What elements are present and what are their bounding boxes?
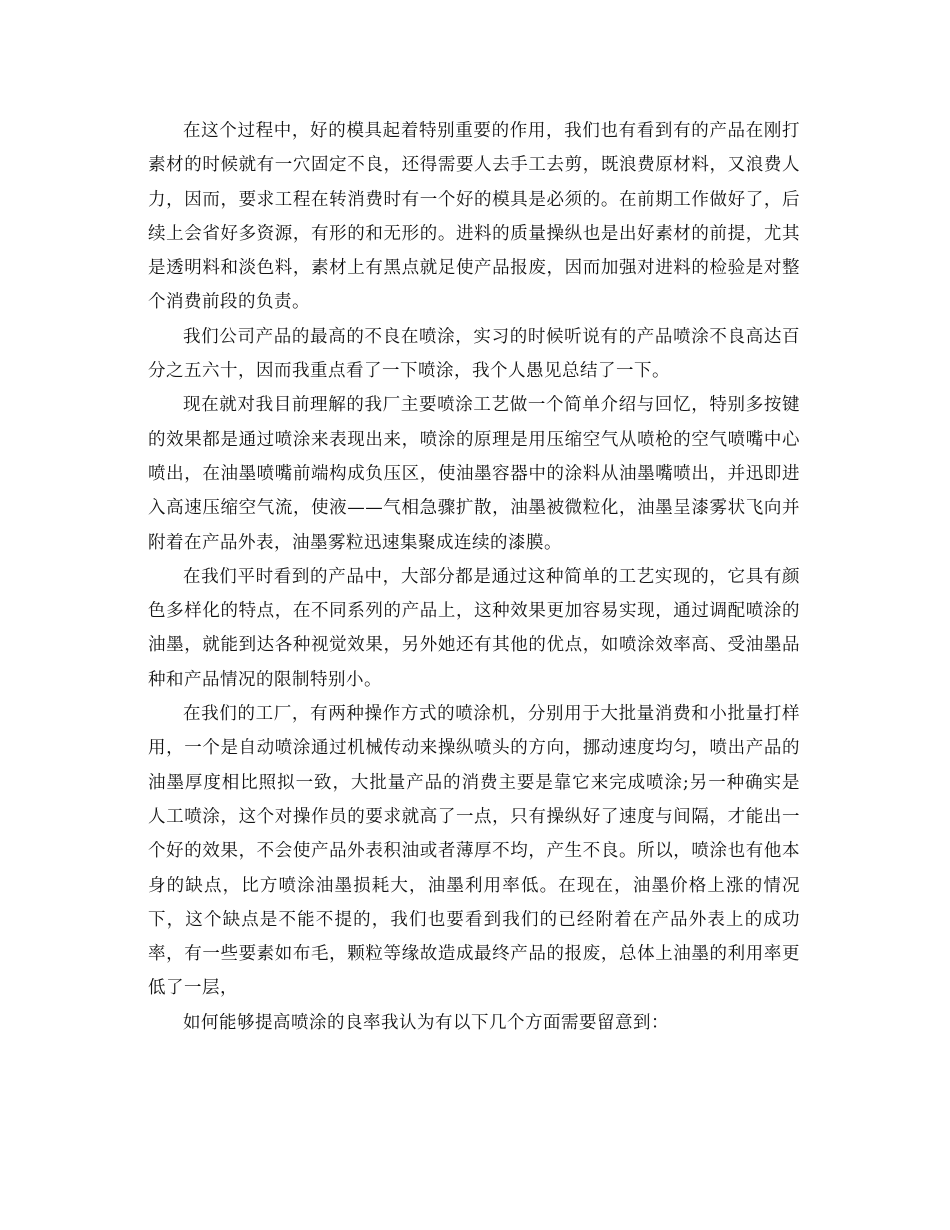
paragraph-spraying-process: 现在就对我目前理解的我厂主要喷涂工艺做一个简单介绍与回忆，特别多按键的效果都是通过喷涂来表现出来，喷涂的原理是用压缩空气从喷枪的空气喷嘴中心喷出，在油墨喷嘴前端构成负压区，使油墨容器中的涂料从油墨嘴喷出，并迅即进入高速压缩空气流，使液——气相急骤扩散，油墨被微粒化，油墨呈漆雾状飞向并附着在产品外表，油墨雾粒迅速集聚成连续的漆膜。	[148, 395, 800, 553]
paragraph-mold-importance: 在这个过程中，好的模具起着特别重要的作用，我们也有看到有的产品在刚打素材的时候就有一穴固定不良，还得需要人去手工去剪，既浪费原材料，又浪费人力，因而，要求工程在转消费时有一个好的模具是必须的。在前期工作做好了，后续上会省好多资源，有形的和无形的。进料的质量操纵也是出好素材的前提，尤其是透明料和淡色料，素材上有黑点就足使产品报废，因而加强对进料的检验是对整个消费前段的负责。	[148, 121, 800, 313]
paragraph-spraying-advantages: 在我们平时看到的产品中，大部分都是通过这种简单的工艺实现的，它具有颜色多样化的特点，在不同系列的产品上，这种效果更加容易实现，通过调配喷涂的油墨，就能到达各种视觉效果，另外她还有其他的优点，如喷涂效率高、受油墨品种和产品情况的限制特别小。	[148, 566, 800, 690]
paragraph-spraying-machines: 在我们的工厂，有两种操作方式的喷涂机，分别用于大批量消费和小批量打样用，一个是自动喷涂通过机械传动来操纵喷头的方向，挪动速度均匀，喷出产品的油墨厚度相比照拟一致，大批量产品的消费主要是靠它来完成喷涂;另一种确实是人工喷涂，这个对操作员的要求就高了一点，只有操纵好了速度与间隔，才能出一个好的效果，不会使产品外表积油或者薄厚不均，产生不良。所以，喷涂也有他本身的缺点，比方喷涂油墨损耗大，油墨利用率低。在现在，油墨价格上涨的情况下，这个缺点是不能不提的，我们也要看到我们的已经附着在产品外表上的成功率，有一些要素如布毛，颗粒等缘故造成最终产品的报废，总体上油墨的利用率更低了一层，	[148, 704, 800, 999]
document-body	[148, 114, 800, 1040]
paragraph-spraying-defects: 我们公司产品的最高的不良在喷涂，实习的时候听说有的产品喷涂不良高达百分之五六十，因而我重点看了一下喷涂，我个人愚见总结了一下。	[148, 326, 800, 382]
paragraph-yield-improvement: 如何能够提高喷涂的良率我认为有以下几个方面需要留意到：	[183, 1012, 669, 1033]
